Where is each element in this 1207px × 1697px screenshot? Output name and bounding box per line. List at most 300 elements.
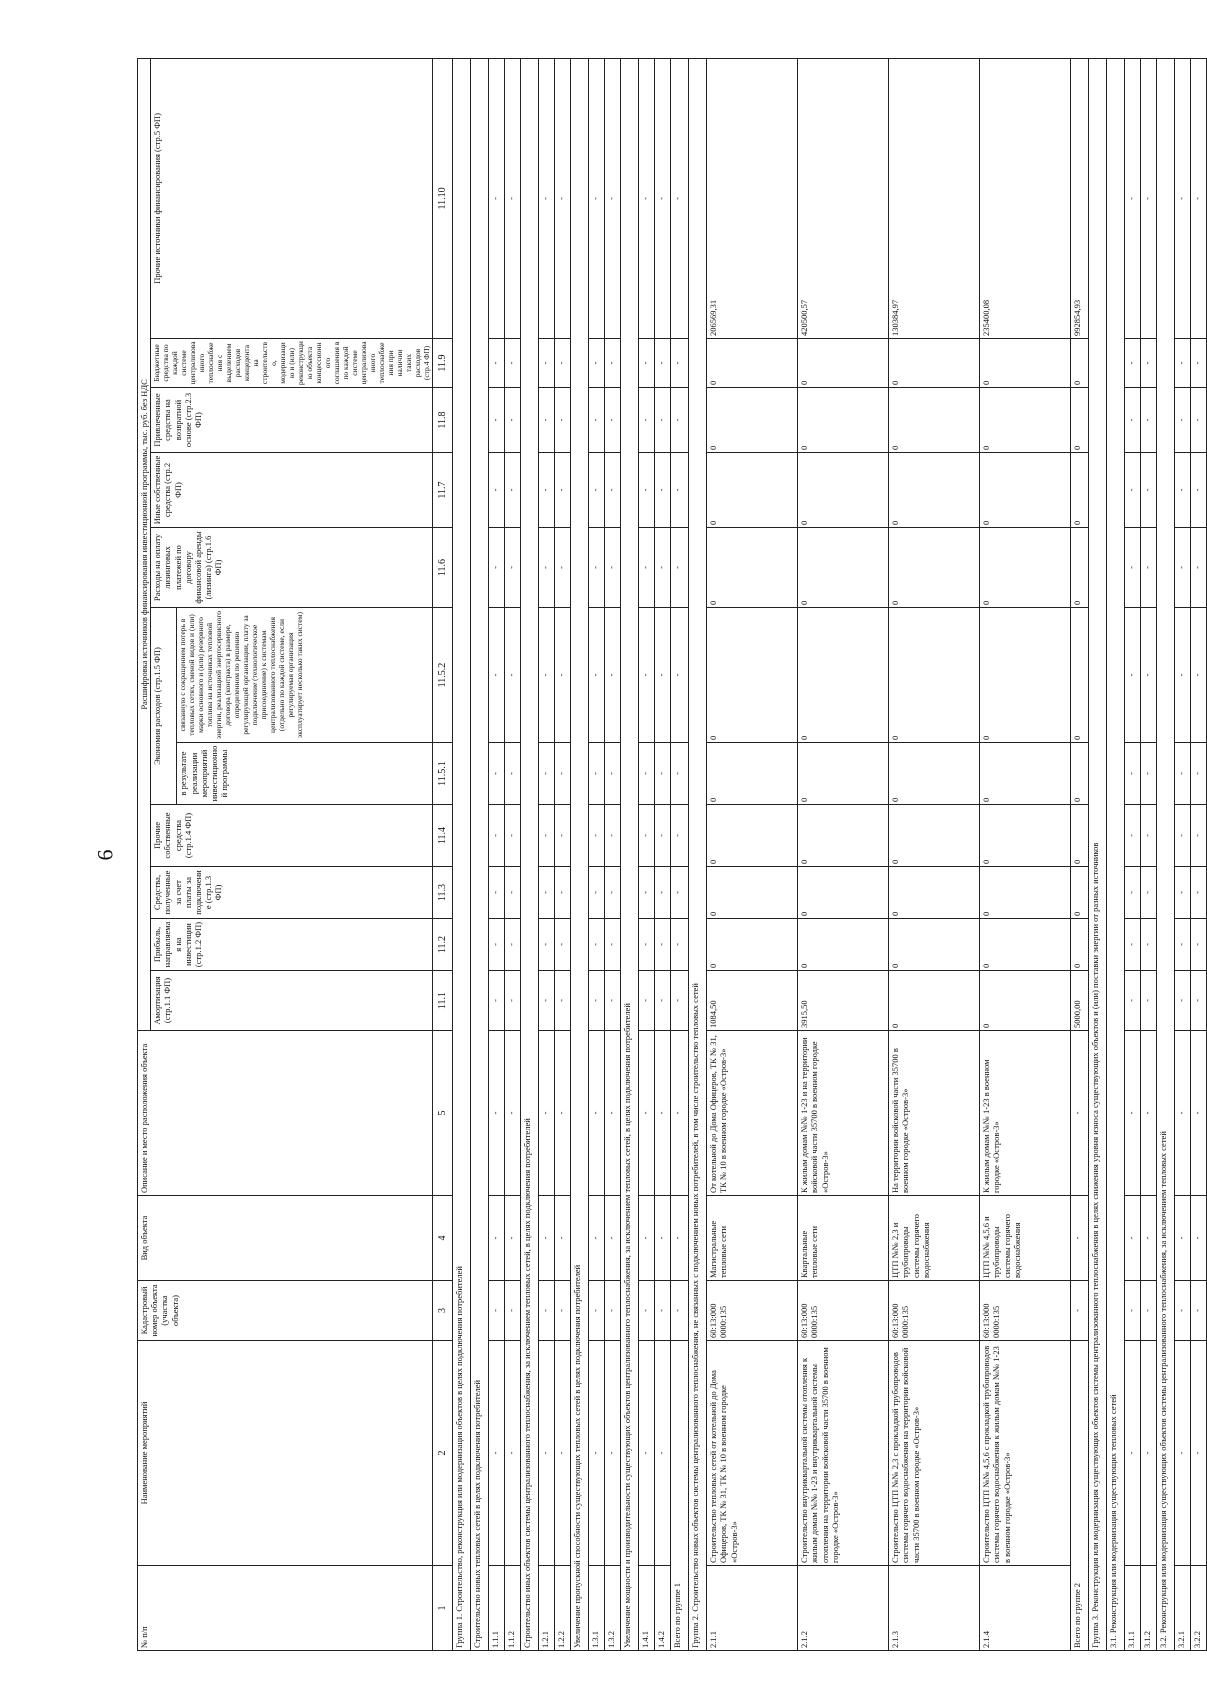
empty-cell: - <box>639 1341 655 1566</box>
empty-cell: - <box>589 58 605 338</box>
empty-cell: - <box>1141 453 1157 528</box>
row-value: 0 <box>798 388 889 453</box>
empty-cell: - <box>639 388 655 453</box>
header-11-6: Расходы на оплату лизинговых платежей по договору финансовой аренды (лизинга) (стр.1.6 ФП) <box>151 528 433 608</box>
empty-cell: - <box>505 1196 521 1281</box>
empty-cell: - <box>1141 58 1157 338</box>
section-title: Строительство иных объектов системы централизованного теплоснабжения, за исключением тепловых сетей, в целях подключения потребителей <box>521 58 539 1650</box>
empty-cell: - <box>1125 1281 1141 1341</box>
empty-cell: - <box>489 867 505 919</box>
total-value: 0 <box>1071 743 1089 805</box>
empty-cell: - <box>1191 1341 1207 1566</box>
row-code: 3.1.2 <box>1141 1566 1157 1651</box>
total-label: Всего по группе 2 <box>1071 1341 1089 1651</box>
column-number: 11.8 <box>433 388 453 453</box>
empty-cell: - <box>505 58 521 338</box>
empty-cell: - <box>589 1281 605 1341</box>
empty-cell: - <box>1191 608 1207 743</box>
total-value: - <box>671 743 689 805</box>
empty-cell: - <box>655 919 671 971</box>
empty-cell: - <box>489 1341 505 1566</box>
row-code: 1.2.1 <box>539 1566 555 1651</box>
row-value: 0 <box>889 805 980 867</box>
empty-cell: - <box>489 1031 505 1196</box>
empty-cell: - <box>655 1341 671 1566</box>
column-number: 3 <box>433 1281 453 1341</box>
header-11-10: Прочие источники финансирования (стр.5 ФП) <box>151 58 433 338</box>
row-value: 0 <box>980 867 1071 919</box>
column-number: 11.1 <box>433 971 453 1031</box>
empty-cell: - <box>505 453 521 528</box>
row-cadastre: 60:13:000 0000:135 <box>707 1281 798 1341</box>
empty-cell: - <box>1175 805 1191 867</box>
empty-cell: - <box>489 453 505 528</box>
column-number: 11.10 <box>433 58 453 338</box>
column-number: 2 <box>433 1341 453 1566</box>
empty-cell: - <box>605 919 621 971</box>
row-code: 1.2.2 <box>555 1566 571 1651</box>
total-value: 0 <box>1071 805 1089 867</box>
section-title: Группа 2. Строительство новых объектов системы централизованного теплоснабжения, не связанных с подключением новых потребителей, в том числе строительство тепловых сетей <box>689 58 707 1650</box>
column-number: 11.6 <box>433 528 453 608</box>
empty-cell: - <box>639 743 655 805</box>
row-code: 2.1.1 <box>707 1566 798 1651</box>
row-value: 0 <box>980 453 1071 528</box>
empty-cell: - <box>589 1196 605 1281</box>
table-row <box>605 58 621 1650</box>
row-name: Строительство тепловых сетей от котельной до Дома Офицеров, ТК № 31, ТК № 10 в военном городке «Остров-3» <box>707 1341 798 1566</box>
row-value: 0 <box>707 453 798 528</box>
table-row <box>1191 58 1207 1650</box>
row-code: 2.1.2 <box>798 1566 889 1651</box>
row-name: Строительство внутриквартальной системы отопления к жилым домам №№ 1-23 и внутриквартальной системы отопления на территории войсковой части 35700 в военном городке «Остров-3» <box>798 1341 889 1566</box>
empty-cell: - <box>1071 1281 1089 1341</box>
empty-cell: - <box>1175 867 1191 919</box>
empty-cell: - <box>1191 1196 1207 1281</box>
empty-cell: - <box>589 453 605 528</box>
table-row <box>889 58 980 1650</box>
empty-cell: - <box>539 919 555 971</box>
table-row <box>589 58 605 1650</box>
section-row <box>521 58 539 1650</box>
header-11-4: Прочие собственные средства (стр.1.4 ФП) <box>151 805 433 867</box>
empty-cell: - <box>589 339 605 388</box>
table-row <box>505 58 521 1650</box>
row-value: 0 <box>798 608 889 743</box>
empty-cell: - <box>555 743 571 805</box>
row-code: 1.1.1 <box>489 1566 505 1651</box>
empty-cell: - <box>1141 971 1157 1031</box>
row-value: 0 <box>889 388 980 453</box>
row-value: 0 <box>798 919 889 971</box>
empty-cell: - <box>605 1196 621 1281</box>
table-row <box>980 58 1071 1650</box>
row-code: 1.3.2 <box>605 1566 621 1651</box>
empty-cell: - <box>1191 867 1207 919</box>
empty-cell: - <box>505 1281 521 1341</box>
empty-cell: - <box>605 58 621 338</box>
section-row <box>471 58 489 1650</box>
empty-cell: - <box>1141 805 1157 867</box>
empty-cell: - <box>1141 919 1157 971</box>
header-11-5-1: в результате реализации мероприятий инвестиционной программы <box>177 743 433 805</box>
row-value: 0 <box>798 528 889 608</box>
total-value: 0 <box>1071 608 1089 743</box>
empty-cell: - <box>605 388 621 453</box>
empty-cell: - <box>539 1281 555 1341</box>
empty-cell: - <box>1141 1031 1157 1196</box>
header-name: Наименование мероприятий <box>138 1341 433 1566</box>
total-value: - <box>671 58 689 338</box>
empty-cell: - <box>505 1341 521 1566</box>
empty-cell: - <box>1191 339 1207 388</box>
empty-cell: - <box>1141 867 1157 919</box>
column-number: 5 <box>433 1031 453 1196</box>
column-number: 11.5.2 <box>433 608 453 743</box>
empty-cell: - <box>605 1031 621 1196</box>
row-value: 0 <box>798 339 889 388</box>
empty-cell: - <box>655 1281 671 1341</box>
empty-cell: - <box>539 528 555 608</box>
empty-cell: - <box>589 919 605 971</box>
column-numbers-row <box>433 58 453 1650</box>
row-value: 0 <box>707 608 798 743</box>
empty-cell: - <box>589 1031 605 1196</box>
empty-cell: - <box>555 971 571 1031</box>
row-value: 0 <box>980 805 1071 867</box>
empty-cell: - <box>555 528 571 608</box>
empty-cell: - <box>639 867 655 919</box>
empty-cell: - <box>605 453 621 528</box>
empty-cell: - <box>639 1281 655 1341</box>
total-value: 0 <box>1071 339 1089 388</box>
empty-cell: - <box>605 867 621 919</box>
empty-cell: - <box>605 743 621 805</box>
total-value: - <box>671 805 689 867</box>
empty-cell: - <box>605 608 621 743</box>
empty-cell: - <box>489 608 505 743</box>
row-type: ЦТП №№ 2,3 и трубопроводы системы горячего водоснабжения <box>889 1196 980 1281</box>
row-value: 0 <box>980 971 1071 1031</box>
row-value: 0 <box>889 743 980 805</box>
header-11-5-2: связанную с сокращением потерь в тепловых сетях, сменой видов и (или) марки основного и (или) резервного топлива на источниках тепловой энергии, реализацией энергосервисного договора (контракта) в размере, определенном по решению регулирующей организации, плату за подключение (технологическое присоединение) к системам централизованного теплоснабжения (отдельно по каждой системе, если регулируемая организация эксплуатирует несколько таких систем) <box>177 608 433 743</box>
row-code: 3.2.1 <box>1175 1566 1191 1651</box>
empty-cell: - <box>1175 919 1191 971</box>
empty-cell: - <box>1175 1031 1191 1196</box>
empty-cell: - <box>655 743 671 805</box>
section-title: Группа 1. Строительство, реконструкция или модернизация объектов в целях подключения потребителей <box>453 58 471 1650</box>
empty-cell: - <box>605 1341 621 1566</box>
row-value: 0 <box>798 453 889 528</box>
column-number: 11.9 <box>433 339 453 388</box>
total-label: Всего по группе 1 <box>671 1341 689 1651</box>
empty-cell: - <box>489 971 505 1031</box>
empty-cell: - <box>489 743 505 805</box>
empty-cell: - <box>1125 919 1141 971</box>
empty-cell: - <box>539 58 555 338</box>
column-number: 11.7 <box>433 453 453 528</box>
empty-cell: - <box>539 1341 555 1566</box>
empty-cell: - <box>605 971 621 1031</box>
row-code: 1.4.1 <box>639 1566 655 1651</box>
empty-cell: - <box>655 453 671 528</box>
table-row <box>1125 58 1141 1650</box>
row-value: 0 <box>980 608 1071 743</box>
header-cadastre: Кадастровый номер объекта (участка объекта) <box>138 1281 433 1341</box>
empty-cell: - <box>555 453 571 528</box>
empty-cell: - <box>1191 805 1207 867</box>
empty-cell: - <box>605 339 621 388</box>
empty-cell: - <box>655 1031 671 1196</box>
empty-cell: - <box>489 1196 505 1281</box>
empty-cell: - <box>1071 1031 1089 1196</box>
empty-cell: - <box>655 608 671 743</box>
empty-cell: - <box>489 528 505 608</box>
empty-cell: - <box>655 528 671 608</box>
row-value: 206569,31 <box>707 58 798 338</box>
empty-cell: - <box>555 867 571 919</box>
empty-cell: - <box>505 867 521 919</box>
table-row <box>539 58 555 1650</box>
empty-cell: - <box>1141 743 1157 805</box>
row-value: 0 <box>798 743 889 805</box>
empty-cell: - <box>639 528 655 608</box>
empty-cell: - <box>1175 453 1191 528</box>
row-code: 2.1.4 <box>980 1566 1071 1651</box>
empty-cell: - <box>655 339 671 388</box>
row-value: 0 <box>889 608 980 743</box>
row-value: 0 <box>889 453 980 528</box>
empty-cell: - <box>671 1031 689 1196</box>
row-type: Магистральные тепловые сети <box>707 1196 798 1281</box>
table-row <box>489 58 505 1650</box>
total-value: - <box>671 388 689 453</box>
empty-cell: - <box>489 339 505 388</box>
row-description: К жилым домам №№ 1-23 и на территории войсковой части 35700 в военном городке «Остров-3» <box>798 1031 889 1196</box>
empty-cell: - <box>1175 971 1191 1031</box>
empty-cell: - <box>555 919 571 971</box>
empty-cell: - <box>589 608 605 743</box>
empty-cell: - <box>1125 743 1141 805</box>
total-value: - <box>671 608 689 743</box>
empty-cell: - <box>539 805 555 867</box>
row-value: 0 <box>707 743 798 805</box>
empty-cell: - <box>589 743 605 805</box>
empty-cell: - <box>489 58 505 338</box>
empty-cell: - <box>1125 58 1141 338</box>
row-value: 0 <box>889 339 980 388</box>
empty-cell: - <box>1175 608 1191 743</box>
empty-cell: - <box>505 805 521 867</box>
row-value: 0 <box>980 339 1071 388</box>
row-type: ЦТП №№ 4,5,6 и трубопроводы системы горячего водоснабжения <box>980 1196 1071 1281</box>
column-number: 11.4 <box>433 805 453 867</box>
column-number: 1 <box>433 1566 453 1651</box>
total-value: 0 <box>1071 867 1089 919</box>
header-type: Вид объекта <box>138 1196 433 1281</box>
row-description: От котельной до Дома Офицеров, ТК № 31, ТК № 10 в военном городке «Остров-3» <box>707 1031 798 1196</box>
table-row <box>555 58 571 1650</box>
empty-cell: - <box>505 919 521 971</box>
empty-cell: - <box>639 805 655 867</box>
row-value: 0 <box>798 867 889 919</box>
total-value: 0 <box>1071 388 1089 453</box>
section-row <box>571 58 589 1650</box>
section-row <box>689 58 707 1650</box>
empty-cell: - <box>1191 58 1207 338</box>
total-value: - <box>671 453 689 528</box>
empty-cell: - <box>555 388 571 453</box>
row-name: Строительство ЦТП №№ 4,5,6 с прокладкой трубопроводов системы горячего водоснабжения к жилым домам №№ 1-23 в военном городке «Остров-3» <box>980 1341 1071 1566</box>
row-type: Квартальные тепловые сети <box>798 1196 889 1281</box>
empty-cell: - <box>505 388 521 453</box>
row-value: 0 <box>889 528 980 608</box>
empty-cell: - <box>555 339 571 388</box>
empty-cell: - <box>1175 388 1191 453</box>
row-value: 0 <box>889 867 980 919</box>
empty-cell: - <box>655 58 671 338</box>
rotated-page <box>137 59 1203 1651</box>
row-value: 0 <box>707 867 798 919</box>
empty-cell: - <box>1125 805 1141 867</box>
empty-cell: - <box>539 608 555 743</box>
empty-cell: - <box>555 1341 571 1566</box>
empty-cell: - <box>1125 388 1141 453</box>
section-title: 3.1. Реконструкция или модернизация существующих тепловых сетей <box>1107 58 1125 1650</box>
column-number: 4 <box>433 1196 453 1281</box>
row-code: 2.1.3 <box>889 1566 980 1651</box>
header-11-7: Иные собственные средства (стр.2 ФП) <box>151 453 433 528</box>
empty-cell: - <box>1191 1281 1207 1341</box>
empty-cell: - <box>639 339 655 388</box>
header-11-2: Прибыль, направляемая на инвестиции (стр.1.2 ФП) <box>151 919 433 971</box>
empty-cell: - <box>539 1031 555 1196</box>
row-value: 0 <box>707 388 798 453</box>
table-row <box>707 58 798 1650</box>
empty-cell: - <box>589 388 605 453</box>
empty-cell: - <box>589 867 605 919</box>
empty-cell: - <box>1191 743 1207 805</box>
empty-cell: - <box>1141 608 1157 743</box>
empty-cell: - <box>1125 1196 1141 1281</box>
empty-cell: - <box>505 1031 521 1196</box>
empty-cell: - <box>539 1196 555 1281</box>
row-value: 420500,57 <box>798 58 889 338</box>
empty-cell: - <box>1175 528 1191 608</box>
empty-cell: - <box>539 339 555 388</box>
empty-cell: - <box>1141 528 1157 608</box>
table-row <box>639 58 655 1650</box>
empty-cell: - <box>1191 1031 1207 1196</box>
section-title: Увеличение пропускной способности существующих тепловых сетей в целях подключения потребителей <box>571 58 589 1650</box>
empty-cell: - <box>655 805 671 867</box>
row-value: 0 <box>980 388 1071 453</box>
empty-cell: - <box>1175 339 1191 388</box>
empty-cell: - <box>589 528 605 608</box>
header-financing-group: Расшифровка источников финансирования инвестиционной программы, тыс. руб. без НДС <box>138 58 151 1030</box>
empty-cell: - <box>1125 528 1141 608</box>
empty-cell: - <box>505 528 521 608</box>
page-number: 6 <box>92 849 118 861</box>
row-value: 0 <box>707 339 798 388</box>
row-value: 0 <box>980 919 1071 971</box>
section-title: Строительство новых тепловых сетей в целях подключения потребителей <box>471 58 489 1650</box>
row-value: 0 <box>980 528 1071 608</box>
row-code: 3.2.2 <box>1191 1566 1207 1651</box>
row-value: 0 <box>707 528 798 608</box>
empty-cell: - <box>555 1031 571 1196</box>
header-11-1: Амортизация (стр.1.1 ФП) <box>151 971 433 1031</box>
empty-cell: - <box>605 1281 621 1341</box>
row-value: 0 <box>798 805 889 867</box>
empty-cell: - <box>1191 453 1207 528</box>
table-row <box>655 58 671 1650</box>
empty-cell: - <box>1141 388 1157 453</box>
table-row <box>1141 58 1157 1650</box>
empty-cell: - <box>655 971 671 1031</box>
empty-cell: - <box>1125 453 1141 528</box>
row-description: К жилым домам №№ 1-23 в военном городке «Остров-3» <box>980 1031 1071 1196</box>
column-number: 11.2 <box>433 919 453 971</box>
row-code: 1.4.2 <box>655 1566 671 1651</box>
row-description: На территории войсковой части 35700 в военном городке «Остров-3» <box>889 1031 980 1196</box>
header-economy: Экономия расходов (стр.1.5 ФП) <box>151 608 177 805</box>
total-value: 0 <box>1071 453 1089 528</box>
table-row <box>798 58 889 1650</box>
header-num: № п/п <box>138 1566 433 1651</box>
empty-cell: - <box>655 867 671 919</box>
empty-cell: - <box>1191 388 1207 453</box>
empty-cell: - <box>1071 1196 1089 1281</box>
empty-cell: - <box>539 743 555 805</box>
empty-cell: - <box>605 528 621 608</box>
empty-cell: - <box>1125 971 1141 1031</box>
empty-cell: - <box>655 388 671 453</box>
empty-cell: - <box>1175 1196 1191 1281</box>
empty-cell: - <box>555 805 571 867</box>
empty-cell: - <box>505 608 521 743</box>
row-value: 130384,97 <box>889 58 980 338</box>
total-value: - <box>671 971 689 1031</box>
empty-cell: - <box>1125 1341 1141 1566</box>
empty-cell: - <box>639 1196 655 1281</box>
empty-cell: - <box>589 805 605 867</box>
empty-cell: - <box>1175 58 1191 338</box>
total-row <box>1071 58 1089 1650</box>
empty-cell: - <box>639 1031 655 1196</box>
section-title: 3.2. Реконструкция или модернизация существующих объектов системы централизованного теплоснабжения, за исключением тепловых сетей <box>1157 58 1175 1650</box>
empty-cell: - <box>1141 339 1157 388</box>
column-number: 11.5.1 <box>433 743 453 805</box>
row-cadastre: 60:13:000 0000:135 <box>798 1281 889 1341</box>
empty-cell: - <box>1141 1281 1157 1341</box>
empty-cell: - <box>555 1281 571 1341</box>
empty-cell: - <box>1141 1341 1157 1566</box>
empty-cell: - <box>1191 528 1207 608</box>
section-row <box>453 58 471 1650</box>
empty-cell: - <box>505 339 521 388</box>
section-row <box>621 58 639 1650</box>
empty-cell: - <box>605 805 621 867</box>
row-value: 3915,50 <box>798 971 889 1031</box>
section-title: Увеличение мощности и производительности существующих объектов централизованного теплоснабжения, за исключением тепловых сетей, в целях подключения потребителей <box>621 58 639 1650</box>
empty-cell: - <box>505 971 521 1031</box>
empty-cell: - <box>1191 919 1207 971</box>
section-title: Группа 3. Реконструкция или модернизация существующих объектов системы централизованного теплоснабжения в целях снижения уровня износа существующих объектов и (или) поставки энергии от разных источников <box>1089 58 1107 1650</box>
row-name: Строительство ЦТП №№ 2,3 с прокладкой трубопроводов системы горячего водоснабжения на территории войсковой части 35700 в военном городке «Остров-3» <box>889 1341 980 1566</box>
row-value: 0 <box>889 919 980 971</box>
total-value: - <box>671 867 689 919</box>
